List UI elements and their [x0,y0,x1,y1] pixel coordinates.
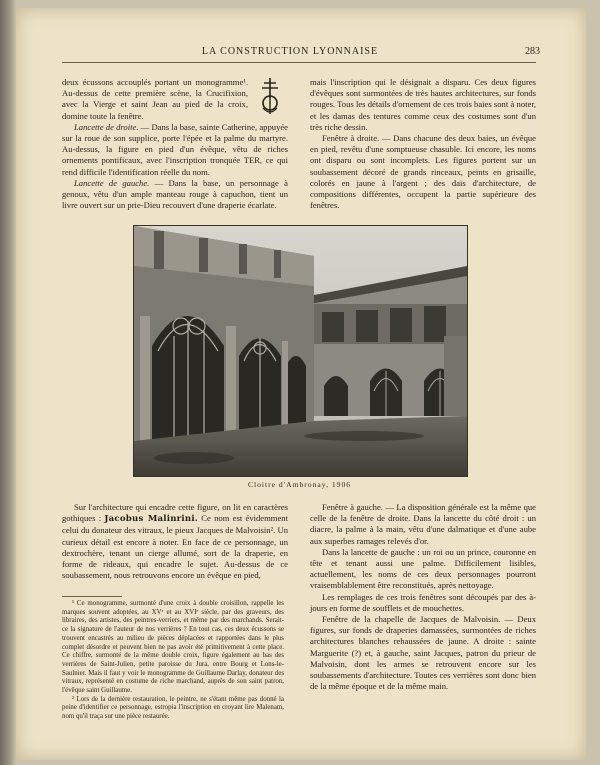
header-rule [62,62,536,63]
top-left-column [62,77,288,211]
paragraph-chapelle: Fenêtre de la chapelle de Jacques de Malvoisin. — Deux figures, sur fonds de draperies damassées, surmontées de riches architectures blanches rehaussées de jaune. A droite : sainte Marguerite (?) et, à gauche, saint Jacques, patron du prieur de Malvoisin, dont les armes se retrouvent encore sur les soubassements d'architecture. Toutes ces verrières sont donc bien de la même époque et de la même main. [310,614,536,692]
paragraph: Dans la lancette de gauche : un roi ou un prince, couronne en tête et tenant aussi une palme. Difficilement lisibles, actuellement, les noms de ces deux personnages pourront vraisemblablement être reconstitués, après nettoyage. [310,546,536,591]
paragraph-fenetre-gauche: Fenêtre à gauche. — La disposition générale est la même que celle de la fenêtre de droite. Dans la lancette du côté droit : un diacre, la palme à la main, vêtu d'une dalmatique et d'une aube aux superbes ramages relevés d'or. [310,502,536,546]
paragraph: Fenêtre à droite. — Dans chacune des deux baies, un évêque en pied, revêtu d'une somptueuse chasuble. Ici encore, les noms ont disparu ou sont incomplets. Les figures portent sur un soubassement décoré de grands rinceaux, peints en grisaille, colorés en jaune à l'argent ; des dais d'architecture, de compositions différentes, occupent la partie supérieure des fenêtres. [310,133,536,211]
book-binding-edge [0,0,16,765]
footnote-rule [62,596,122,597]
paragraph-lancette-gauche [62,178,288,212]
gothic-inscription: Jacobus Malinrini. [104,514,198,525]
footnotes [62,600,284,722]
paragraph-body: — Dans la base, un personnage à genoux, vêtu d'un ample manteau rouge à capuchon, tient un livre ouvert sur un prie-Dieu recouvert d'une draperie écarlate. [62,177,288,211]
paragraph: mais l'inscription qui le désignait a disparu. Ces deux figures d'évêques sont surmontées de très hautes architectures, sur fonds rouges. Tous les détails d'ornement de ces trois baies sont à noter, et les damas des tentures comme ceux des costumes sont d'un très riche dessin. [310,77,536,132]
bottom-left-column [62,502,288,581]
text-after: Ce nom est évidemment celui du donateur des vitraux, le pieux Jacques de Malvoisin². Un curieux détail est encore à noter. En face de ce personnage, un dextrochère, tenant un cierge allumé, sort de la draperie, en forme de rideaux, qui encadre le sujet. Au-dessus de ce soubassement, nous retrouvons encore un évêque en pied, [62,513,288,581]
cloister-photo-image [134,226,467,476]
running-header [40,46,540,60]
paragraph-inscription [62,502,288,581]
text-before: Sur l'architecture qui encadre cette figure, on lit en caractères gothiques : [62,502,288,524]
page-number: 283 [525,46,540,57]
monogram-cross-icon [257,76,283,116]
paragraph-body: — Dans la base, sainte Catherine, appuyée sur la roue de son supplice, porte l'épée et la palme du martyre. Au-dessus, la figure en pied d'un évêque, vêtu de riches ornements pontificaux, avec l'inscription tronquée TER, ce qui rend difficile l'identification réelle du nom. [62,121,288,177]
paragraph: deux écussons accouplés portant un monogramme¹. Au-dessus de cette première scène, la Crucifixion, avec la Vierge et saint Jean au pied de la croix, domine toute la fenêtre. [62,77,248,121]
paragraph: Les remplages de ces trois fenêtres sont découpés par des à-jours en forme de soufflets et de mouchettes. [310,591,536,613]
running-title: LA CONSTRUCTION LYONNAISE [201,46,379,57]
lead-italic: Lancette de gauche. [74,177,150,188]
footnote: ² Lors de la dernière restauration, le peintre, ne s'étant même pas donné la peine d'identifier ce personnage, estropia l'inscription en croyant lire Malenam, nom qu'il traça sur une pièce restaurée. [62,695,284,721]
lead-italic: Lancette de droite. [74,121,139,132]
photo-caption: Cloitre d'Ambronay, 1906 [247,480,352,489]
footnote: ¹ Ce monogramme, surmonté d'une croix à double croisillon, rappelle les marques souvent adoptées, au XVᵉ et au XVIᵉ siècle, par des graveurs, des libraires, des artistes, des peintres-verriers, et même par des marchands. Serait-ce la signature de l'auteur de nos verrières ? En tout cas, ces deux écussons se trouvent encastrés au milieu de pièces déplacées et rapportées dans le plus complet désordre et peuvent bien ne pas avoir été primitivement à cette place. Ce chiffre, surmonté de la même double croix, figure également au bas des verrières de Saint-Julien, petite paroisse du Jura, entre Bourg et Lons-le-Saulnier. Mais il faut y voir le monogramme de Guillaume Darlay, donateur des vitraux, représenté en costume de riche marchand, auprès de son saint patron, l'évêque saint Guillaume. [62,600,284,695]
cloister-photograph [133,225,468,477]
bottom-right-column [310,502,536,692]
paragraph-lancette-droite [62,122,288,178]
top-right-column [310,77,536,211]
